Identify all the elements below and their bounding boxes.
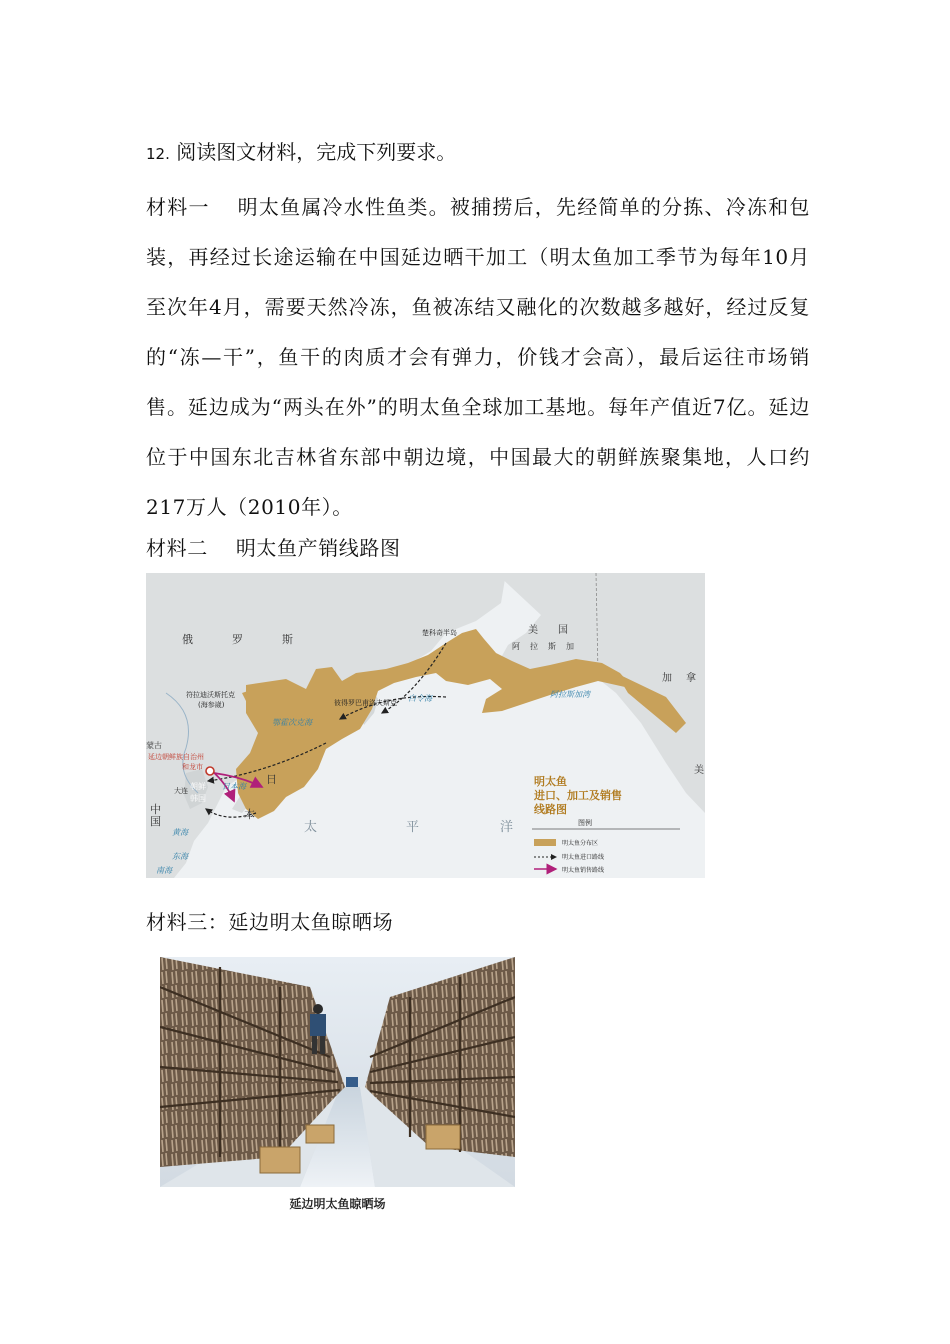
label-place-1: 楚科奇半岛 — [422, 629, 457, 637]
label-country-7: 拿 — [686, 673, 696, 684]
label-country-1: 俄 — [182, 633, 193, 646]
question-number: 12. — [146, 145, 170, 163]
label-ocean-2: 平 — [406, 820, 420, 835]
material-3-label: 材料三： — [146, 910, 229, 934]
legend-label-import: 明太鱼进口路线 — [562, 854, 605, 861]
question-prompt: 阅读图文材料，完成下列要求。 — [176, 140, 457, 164]
label-region-2: 拉 — [530, 642, 538, 651]
label-region-4: 加 — [566, 642, 574, 651]
legend-label-area: 明太鱼分布区 — [562, 840, 599, 847]
crate-left — [260, 1147, 300, 1173]
label-country-12: 本 — [244, 808, 255, 821]
material-3-heading — [146, 906, 393, 935]
label-ocean-3: 洋 — [500, 820, 514, 835]
label-country-13: 朝鲜 — [190, 782, 206, 791]
label-country-6: 加 — [662, 673, 672, 684]
label-country-8: 美 — [694, 765, 704, 776]
pollock-route-map — [146, 573, 705, 878]
drying-yard-photo — [160, 957, 515, 1187]
label-sea-3: 日本海 — [222, 782, 246, 791]
material-1-text: 明太鱼属冷水性鱼类。被捕捞后，先经简单的分拣、冷冻和包装，再经过长途运输在中国延边晒干加工（明太鱼加工季节为每年10月至次年4月，需要天然冷冻，鱼被冻结又融化的次数越多越好，经过反复的“冻—干”，鱼干的肉质才会有弹力，价钱才会高），最后运往市场销售。延边成为“两头在外”的明太鱼全球加工基地。每年产值近7亿。延边位于中国东北吉林省东部中朝边境，中国最大的朝鲜族聚集地，人口约217万人（2010年）。 — [146, 195, 810, 519]
label-sea-6: 东海 — [172, 852, 188, 861]
label-place-2: 符拉迪沃斯托克 — [186, 691, 235, 699]
material-2-heading — [146, 532, 401, 561]
label-country-14: 韩国 — [190, 794, 206, 803]
label-sea-1: 白令海 — [408, 694, 432, 703]
label-country-15: 蒙古 — [146, 741, 162, 750]
label-country-2: 罗 — [232, 633, 243, 646]
material-2-title: 明太鱼产销线路图 — [235, 536, 401, 560]
legend-label-sales: 明太鱼销售路线 — [562, 867, 605, 874]
label-place-6: 和龙市 — [182, 763, 203, 771]
map-title-line-1: 明太鱼 — [534, 775, 567, 788]
label-region-3: 斯 — [548, 642, 556, 651]
label-sea-7: 南海 — [156, 866, 172, 875]
material-3-title: 延边明太鱼晾晒场 — [228, 910, 394, 934]
map-title-line-3: 线路图 — [534, 803, 567, 816]
legend-swatch-area — [534, 839, 556, 846]
photo-caption: 延边明太鱼晾晒场 — [289, 1197, 386, 1211]
question-header — [146, 136, 456, 165]
label-sea-5: 黄海 — [172, 828, 188, 837]
map-title-line-2: 进口、加工及销售 — [534, 789, 622, 802]
label-sea-4: 阿拉斯加湾 — [550, 690, 590, 699]
label-country-9: 中 — [150, 803, 161, 816]
label-country-10: 国 — [150, 815, 161, 828]
label-place-7: 大连 — [174, 787, 188, 795]
label-country-11: 日 — [266, 773, 277, 786]
label-region-1: 阿 — [512, 642, 520, 651]
label-country-5: 国 — [558, 625, 568, 636]
label-sea-2: 鄂霍次克海 — [272, 718, 312, 727]
legend-title: 图例 — [578, 819, 592, 827]
label-place-5: 延边朝鲜族自治州 — [148, 753, 204, 761]
label-place-4: 彼得罗巴甫洛夫斯克 — [334, 699, 397, 707]
label-ocean-1: 太 — [304, 820, 318, 835]
helong-marker — [206, 767, 214, 775]
material-1-label: 材料一 — [146, 195, 210, 219]
label-country-4: 美 — [528, 625, 538, 636]
crate-right — [426, 1125, 460, 1149]
material-1 — [146, 182, 810, 532]
material-2-label: 材料二 — [146, 536, 208, 560]
label-place-3: (海参崴) — [198, 701, 225, 709]
label-country-3: 斯 — [282, 633, 293, 646]
distant-vehicle — [346, 1077, 358, 1087]
